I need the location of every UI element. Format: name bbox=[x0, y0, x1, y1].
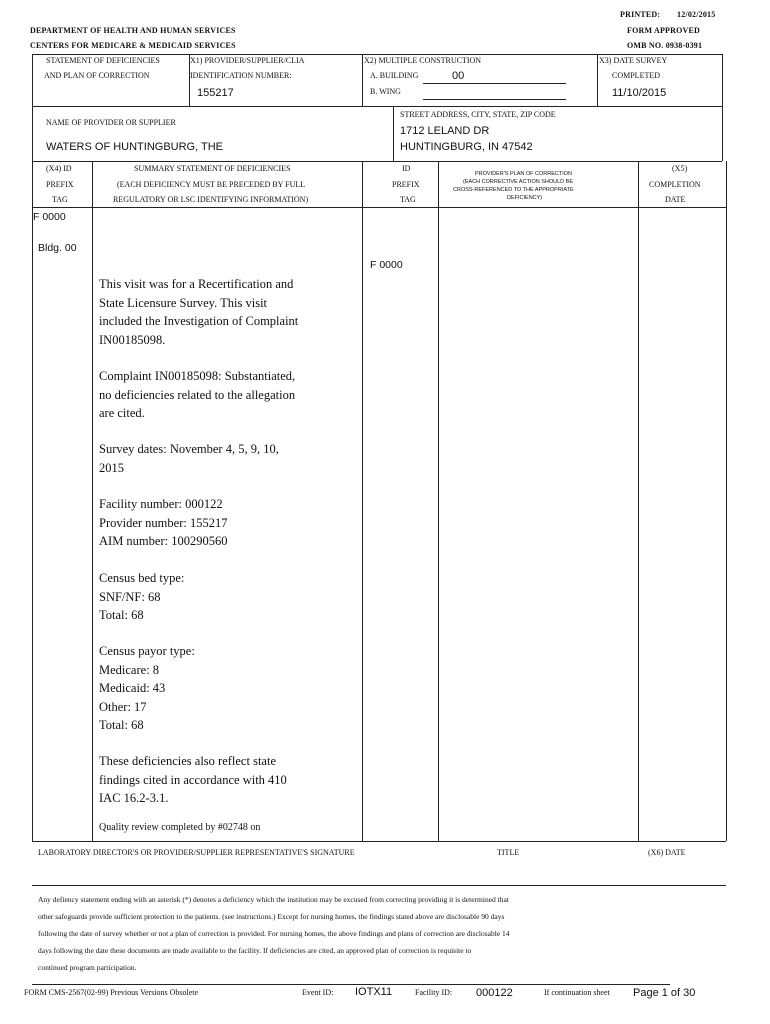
title-label: TITLE bbox=[497, 848, 520, 857]
centers-name: CENTERS FOR MEDICARE & MEDICAID SERVICES bbox=[30, 41, 236, 50]
building-tag: Bldg. 00 bbox=[38, 242, 77, 254]
plan-subheading-1: (EACH CORRECTIVE ACTION SHOULD BE bbox=[463, 179, 574, 185]
event-id-label: Event ID: bbox=[302, 988, 334, 997]
id-tag-label: TAG bbox=[400, 195, 416, 204]
plan-subheading-2: CROSS-REFERENCED TO THE APPROPRIATE bbox=[453, 187, 574, 193]
printed-date: 12/02/2015 bbox=[677, 10, 716, 19]
printed-label: PRINTED: bbox=[620, 10, 661, 19]
building-value: 00 bbox=[452, 70, 465, 82]
address-line2: HUNTINGBURG, IN 47542 bbox=[400, 141, 533, 153]
footnote-block: Any defiency statement ending with an asterisk (*) denotes a deficiency which the institution may be excused from correcting providing it is determined that other safeguards provide sufficient protection to the patients. (see instructions.) Except for nursing homes, the findings stated above are disclosable 90 days following the date of survey whether or not a plan of correction is provided. For nursing homes, the above findings and plans of correction are disclosable 14 days following the date these documents are made available to the facility. If deficiencies are cited, an approved plan of correction is requisite to continued program participation. bbox=[38, 895, 510, 972]
facility-id-value: 000122 bbox=[476, 987, 513, 999]
building-label: A. BUILDING bbox=[370, 71, 419, 80]
summary-heading: SUMMARY STATEMENT OF DEFICIENCIES bbox=[134, 164, 291, 173]
provider-id-value: 155217 bbox=[197, 87, 234, 99]
page-number: Page 1 of 30 bbox=[633, 987, 696, 999]
id-label: ID bbox=[402, 164, 411, 173]
form-approved: FORM APPROVED bbox=[627, 26, 701, 35]
provider-name-label: NAME OF PROVIDER OR SUPPLIER bbox=[46, 118, 176, 127]
multiple-construction-label: X2) MULTIPLE CONSTRUCTION bbox=[364, 56, 482, 65]
date-survey-label: X3) DATE SURVEY bbox=[599, 56, 668, 65]
summary-subheading-2: REGULATORY OR LSC IDENTIFYING INFORMATION) bbox=[113, 195, 309, 204]
paragraph-survey-dates: Survey dates: November 4, 5, 9, 10, 2015 bbox=[99, 442, 279, 475]
paragraph-visit: This visit was for a Recertification and State Licensure Survey. This visit included the Investigation of Complaint IN00185098. bbox=[99, 277, 299, 347]
completion-label: COMPLETION bbox=[649, 180, 701, 189]
quality-review-note: Quality review completed by #02748 on bbox=[99, 822, 261, 833]
provider-id-label: X1) PROVIDER/SUPPLIER/CLIA bbox=[190, 56, 305, 65]
address-line1: 1712 LELAND DR bbox=[400, 125, 490, 137]
x5-date-label: DATE bbox=[665, 195, 686, 204]
paragraph-complaint: Complaint IN00185098: Substantiated, no deficiencies related to the allegation are cited. bbox=[99, 369, 296, 420]
form-version: FORM CMS-2567(02-99) Previous Versions Obsolete bbox=[24, 988, 199, 997]
plan-heading: PROVIDER'S PLAN OF CORRECTION bbox=[475, 171, 573, 177]
plan-of-correction-label: AND PLAN OF CORRECTION bbox=[44, 71, 150, 80]
paragraph-facility: Facility number: 000122 Provider number: 155217 AIM number: 100290560 bbox=[99, 497, 228, 548]
tag-left: F 0000 bbox=[33, 211, 66, 223]
continuation-label: If continuation sheet bbox=[544, 988, 610, 997]
address-label: STREET ADDRESS, CITY, STATE, ZIP CODE bbox=[400, 110, 556, 119]
x4-prefix-label: PREFIX bbox=[46, 180, 74, 189]
paragraph-census-payor: Census payor type: Medicare: 8 Medicaid: 43 Other: 17 Total: 68 bbox=[99, 644, 195, 732]
summary-text-block bbox=[99, 275, 339, 349]
x4-tag-label: TAG bbox=[52, 195, 68, 204]
facility-id-label: Facility ID: bbox=[415, 988, 453, 997]
x5-label: (X5) bbox=[672, 164, 688, 173]
paragraph-state-findings: These deficiencies also reflect state findings cited in accordance with 410 IAC 16.2-3.1. bbox=[99, 754, 287, 805]
omb-number: OMB NO. 0938-0391 bbox=[627, 41, 703, 50]
paragraph-census-bed: Census bed type: SNF/NF: 68 Total: 68 bbox=[99, 571, 185, 622]
wing-label: B. WING bbox=[370, 87, 401, 96]
event-id-value: IOTX11 bbox=[355, 986, 393, 998]
identification-number-label: IDENTIFICATION NUMBER: bbox=[190, 71, 292, 80]
tag-right: F 0000 bbox=[370, 259, 403, 271]
provider-name-value: WATERS OF HUNTINGBURG, THE bbox=[46, 141, 224, 153]
department-name: DEPARTMENT OF HEALTH AND HUMAN SERVICES bbox=[30, 26, 236, 35]
statement-of-deficiencies-label: STATEMENT OF DEFICIENCIES bbox=[46, 56, 160, 65]
id-prefix-label: PREFIX bbox=[392, 180, 420, 189]
summary-subheading: (EACH DEFICIENCY MUST BE PRECEDED BY FULL bbox=[117, 180, 306, 189]
date-survey-value: 11/10/2015 bbox=[612, 87, 667, 99]
director-signature-label: LABORATORY DIRECTOR'S OR PROVIDER/SUPPLIER REPRESENTATIVE'S SIGNATURE bbox=[38, 848, 355, 857]
completed-label: COMPLETED bbox=[612, 71, 660, 80]
plan-subheading-3: DEFICIENCY) bbox=[507, 195, 543, 201]
x4-id-label: (X4) ID bbox=[46, 164, 72, 173]
x6-date-label: (X6) DATE bbox=[648, 848, 686, 857]
